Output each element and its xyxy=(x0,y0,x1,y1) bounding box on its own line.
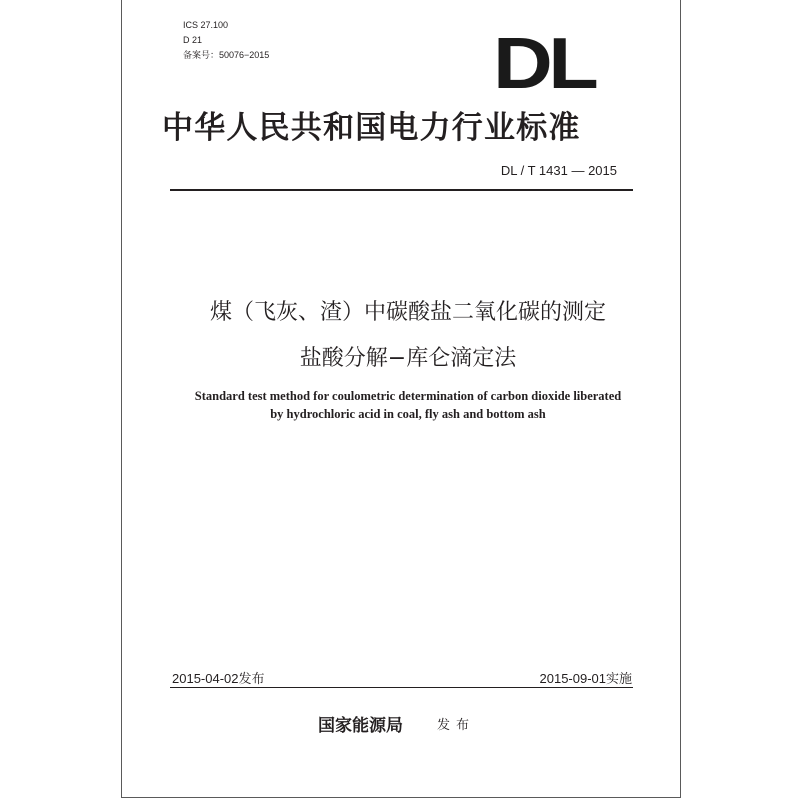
english-title-line-2: by hydrochloric acid in coal, fly ash and bottom ash xyxy=(270,407,546,421)
dl-logo: DL xyxy=(493,24,595,104)
ics-code: ICS 27.100 xyxy=(183,20,229,30)
english-title-line-1: Standard test method for coulometric determination of carbon dioxide liberated xyxy=(194,389,622,403)
standard-number: DL / T 1431 — 2015 xyxy=(500,163,617,178)
implementation-date: 2015-09-01实施 xyxy=(539,671,632,686)
publish-date: 2015-04-02发布 xyxy=(172,671,265,686)
top-divider xyxy=(170,189,633,191)
issuing-authority: 国家能源局 xyxy=(318,716,403,736)
chinese-title-line-2: 盐酸分解−库仑滴定法 xyxy=(299,346,517,371)
bottom-divider xyxy=(170,687,633,688)
ccs-code: D 21 xyxy=(183,35,203,45)
issue-label: 发布 xyxy=(437,718,476,733)
classification-block xyxy=(183,18,269,63)
organization-title: 中华人民共和国电力行业标准 xyxy=(162,110,581,146)
record-number: 备案号：50076−2015 xyxy=(183,50,270,60)
chinese-title-line-1: 煤（飞灰、渣）中碳酸盐二氧化碳的测定 xyxy=(209,300,606,325)
